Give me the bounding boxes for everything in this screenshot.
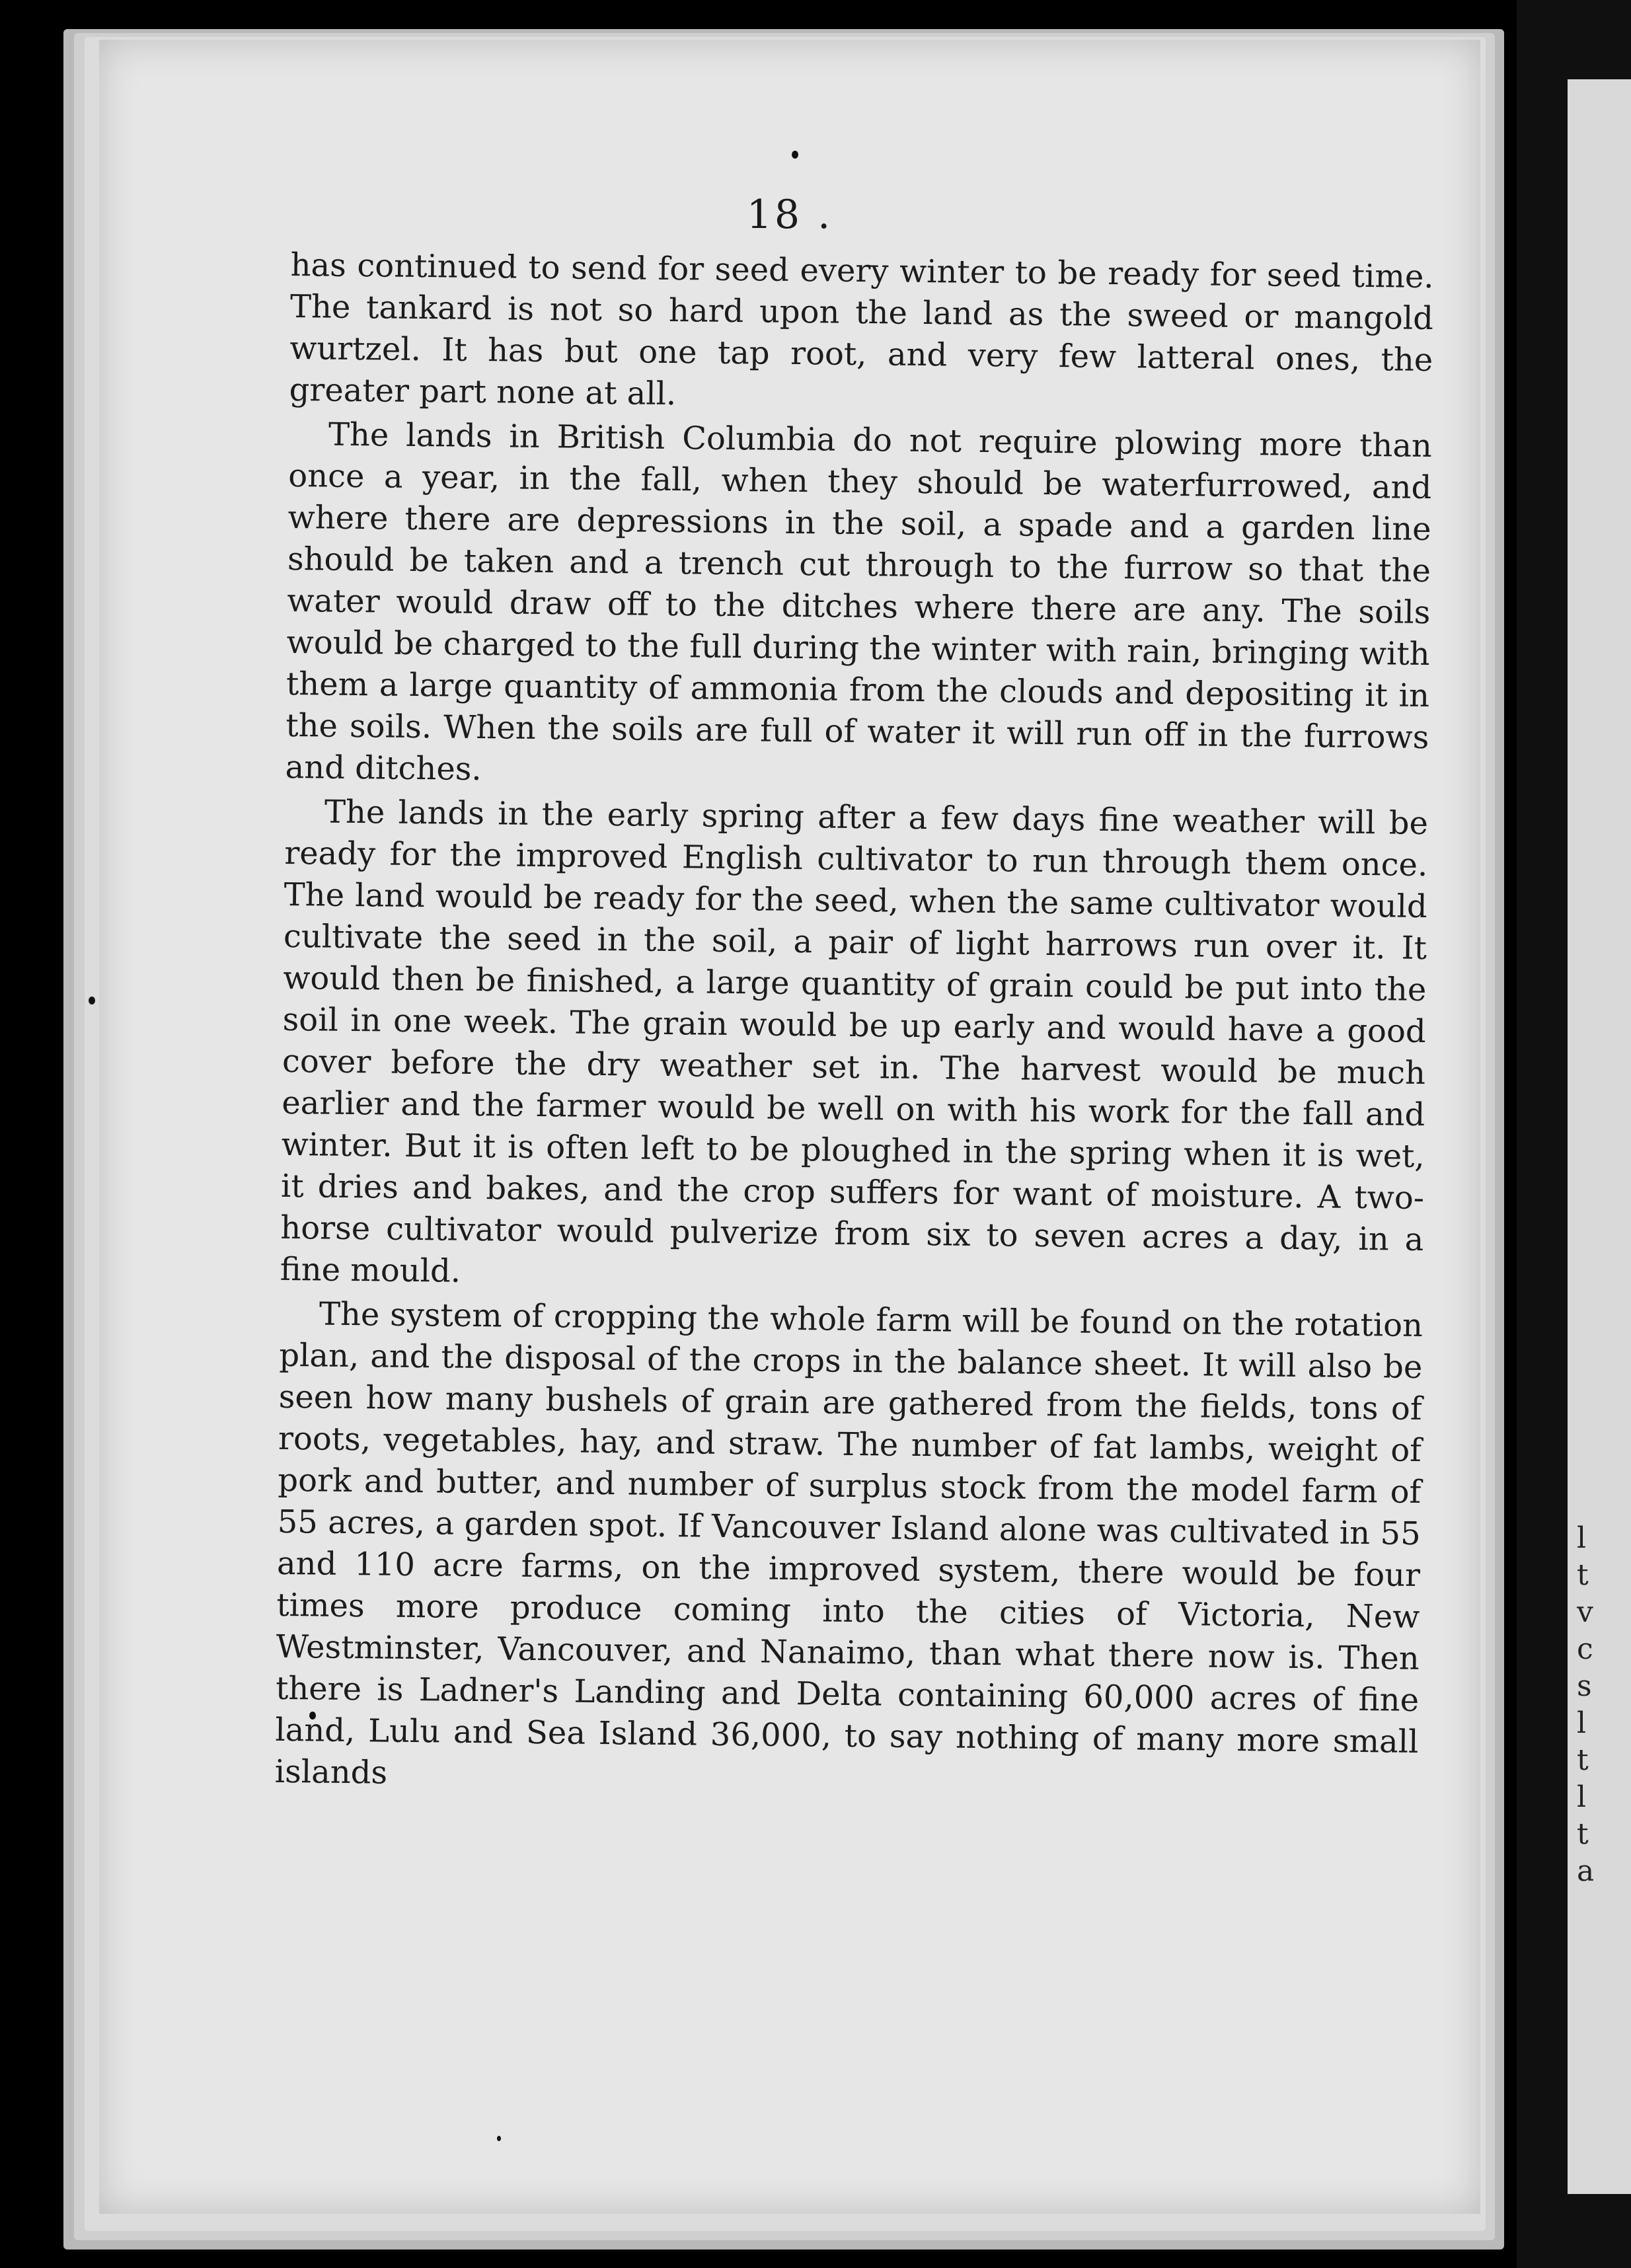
page-body-text: [274, 245, 1433, 1805]
print-speck: [792, 151, 798, 159]
adjacent-page-fragment: l t v c s l t l t a: [1577, 1521, 1595, 1888]
paragraph: has continued to send for seed every winter to be ready for seed time. The tankard is not so hard upon the land as the sweed or mangold wurtzel. It has but one tap root, and very few latteral ones, the greater part none at all.: [289, 246, 1434, 413]
adjacent-page-edge: [1568, 79, 1631, 2194]
page-number: 18 .: [746, 192, 833, 238]
print-speck: [89, 997, 95, 1004]
paragraph: The lands in British Columbia do not require plowing more than once a year, in the fall, when they should be waterfurrowed, and where there are depressions in the soil, a spade and a garden line should be taken and a trench cut through to the furrow so that the water would draw off to the ditches where there are any. The soils would be charged to the full during the winter with rain, bringing with them a large quantity of ammonia from the clouds and depositing it in the soils. When the soils are full of water it will run off in the furrows and ditches.: [285, 416, 1433, 788]
paragraph: The system of cropping the whole farm will be found on the rotation plan, and the disposal of the crops in the balance sheet. It will also be seen how many bushels of grain are gathered from the fields, tons of roots, vegetables, hay, and straw. The number of fat lambs, weight of pork and butter, and number of surplus stock from the model farm of 55 acres, a garden spot. If Vancouver Island alone was cultivated in 55 and 110 acre farms, on the improved system, there would be four times more produce coming into the cities of Victoria, New Westminster, Vancouver, and Nanaimo, than what there now is. Then there is Ladner's Landing and Delta containing 60,000 acres of fine land, Lulu and Sea Island 36,000, to say nothing of many more small islands: [274, 1295, 1423, 1792]
paragraph: The lands in the early spring after a few days fine weather will be ready for the improved English cultivator to run through them once. The land would be ready for the seed, when the same cultivator would cultivate the seed in the soil, a pair of light harrows run over it. It would then be finished, a large quantity of grain could be put into the soil in one week. The grain would be up early and would have a good cover before the dry weather set in. The harvest would be much earlier and the farmer would be well on with his work for the fall and winter. But it is often left to be ploughed in the spring when it is wet, it dries and bakes, and the crop suffers for want of moisture. A two-horse cultivator would pulverize from six to seven acres a day, in a fine mould.: [280, 793, 1429, 1290]
print-speck: [497, 2136, 501, 2141]
